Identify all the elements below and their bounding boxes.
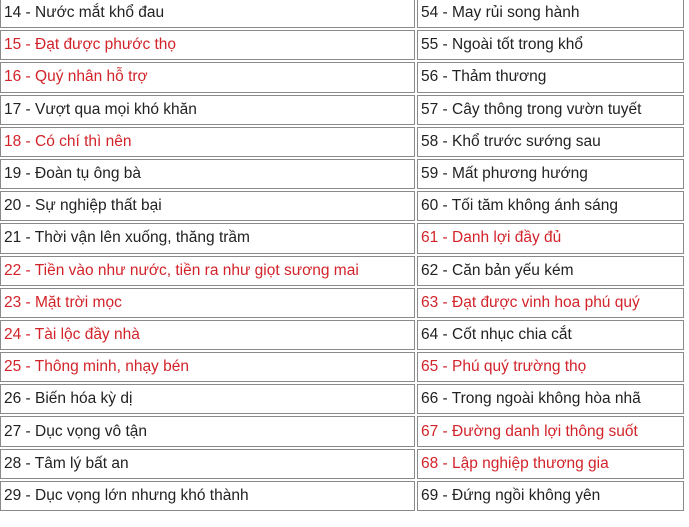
table-row bbox=[0, 62, 684, 92]
left-entry-cell: 26 - Biến hóa kỳ dị bbox=[0, 384, 415, 414]
left-entry-cell: 18 - Có chí thì nên bbox=[0, 127, 415, 157]
left-entry-cell: 23 - Mặt trời mọc bbox=[0, 288, 415, 318]
table-row bbox=[0, 159, 684, 189]
right-entry-cell: 54 - May rủi song hành bbox=[417, 0, 684, 28]
table-row bbox=[0, 223, 684, 253]
left-entry-cell: 17 - Vượt qua mọi khó khăn bbox=[0, 95, 415, 125]
left-entry-cell: 24 - Tài lộc đầy nhà bbox=[0, 320, 415, 350]
table-row bbox=[0, 416, 684, 446]
table-row bbox=[0, 288, 684, 318]
left-entry-cell: 14 - Nước mắt khổ đau bbox=[0, 0, 415, 28]
right-entry-cell: 62 - Căn bản yếu kém bbox=[417, 256, 684, 286]
right-entry-cell: 66 - Trong ngoài không hòa nhã bbox=[417, 384, 684, 414]
right-entry-cell: 57 - Cây thông trong vườn tuyết bbox=[417, 95, 684, 125]
right-entry-cell: 68 - Lập nghiệp thương gia bbox=[417, 449, 684, 479]
left-entry-cell: 21 - Thời vận lên xuống, thăng trầm bbox=[0, 223, 415, 253]
table-row bbox=[0, 127, 684, 157]
table-row bbox=[0, 95, 684, 125]
right-entry-cell: 67 - Đường danh lợi thông suốt bbox=[417, 416, 684, 446]
table-row bbox=[0, 320, 684, 350]
right-entry-cell: 63 - Đạt được vinh hoa phú quý bbox=[417, 288, 684, 318]
left-entry-cell: 16 - Quý nhân hỗ trợ bbox=[0, 62, 415, 92]
right-entry-cell: 56 - Thảm thương bbox=[417, 62, 684, 92]
left-entry-cell: 28 - Tâm lý bất an bbox=[0, 449, 415, 479]
table-row bbox=[0, 30, 684, 60]
table-row bbox=[0, 256, 684, 286]
left-entry-cell: 29 - Dục vọng lớn nhưng khó thành bbox=[0, 481, 415, 511]
right-entry-cell: 64 - Cốt nhục chia cắt bbox=[417, 320, 684, 350]
right-entry-cell: 59 - Mất phương hướng bbox=[417, 159, 684, 189]
table-row bbox=[0, 191, 684, 221]
right-entry-cell: 61 - Danh lợi đầy đủ bbox=[417, 223, 684, 253]
table-row bbox=[0, 0, 684, 28]
left-entry-cell: 19 - Đoàn tụ ông bà bbox=[0, 159, 415, 189]
left-entry-cell: 15 - Đạt được phước thọ bbox=[0, 30, 415, 60]
table-row bbox=[0, 449, 684, 479]
right-entry-cell: 58 - Khổ trước sướng sau bbox=[417, 127, 684, 157]
table-row bbox=[0, 384, 684, 414]
left-entry-cell: 25 - Thông minh, nhạy bén bbox=[0, 352, 415, 382]
left-entry-cell: 27 - Dục vọng vô tận bbox=[0, 416, 415, 446]
left-entry-cell: 20 - Sự nghiệp thất bại bbox=[0, 191, 415, 221]
table-row bbox=[0, 352, 684, 382]
table-row bbox=[0, 481, 684, 511]
right-entry-cell: 60 - Tối tăm không ánh sáng bbox=[417, 191, 684, 221]
right-entry-cell: 65 - Phú quý trường thọ bbox=[417, 352, 684, 382]
left-entry-cell: 22 - Tiền vào như nước, tiền ra như giọt sương mai bbox=[0, 256, 415, 286]
right-entry-cell: 69 - Đứng ngồi không yên bbox=[417, 481, 684, 511]
right-entry-cell: 55 - Ngoài tốt trong khổ bbox=[417, 30, 684, 60]
